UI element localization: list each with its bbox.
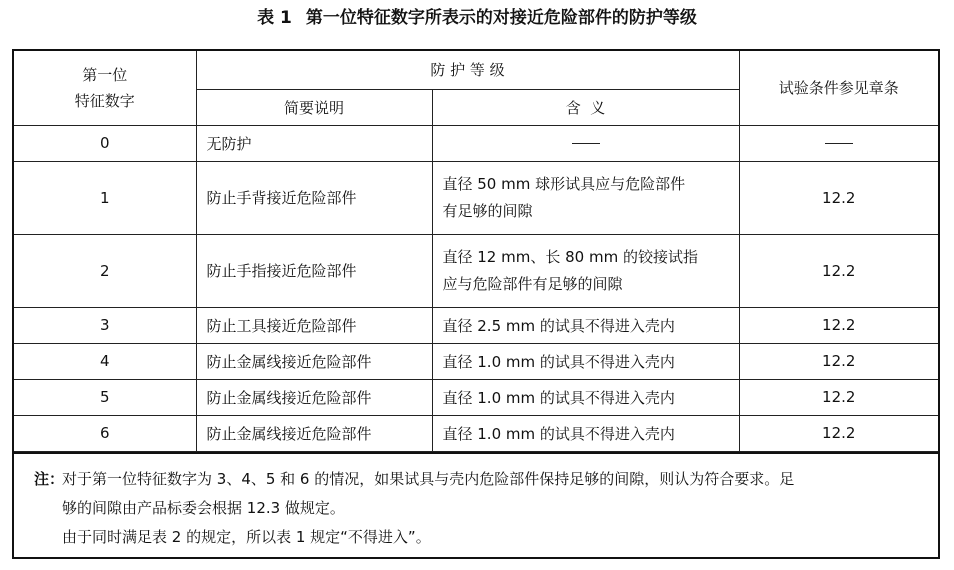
clause-cell: 12.2 xyxy=(739,234,938,307)
clause-cell: 12.2 xyxy=(739,379,938,415)
header-brief: 简要说明 xyxy=(196,89,432,125)
meaning-cell xyxy=(432,161,739,234)
protection-table-frame xyxy=(12,49,940,559)
brief-cell: 防止手指接近危险部件 xyxy=(196,234,432,307)
digit-cell: 5 xyxy=(14,379,196,415)
table-row xyxy=(14,234,938,307)
header-meaning: 含 义 xyxy=(432,89,739,125)
clause-cell: 12.2 xyxy=(739,343,938,379)
digit-cell: 1 xyxy=(14,161,196,234)
table-row xyxy=(14,415,938,451)
note-line: 对于第一位特征数字为 3、4、5 和 6 的情况，如果试具与壳内危险部件保持足够的间隙，则认为符合要求。足 xyxy=(62,469,795,488)
meaning-cell: 直径 1.0 mm 的试具不得进入壳内 xyxy=(432,415,739,451)
meaning-line: 有足够的间隙 xyxy=(442,201,533,220)
digit-cell: 4 xyxy=(14,343,196,379)
note-label: 注： xyxy=(34,469,65,488)
clause-cell: 12.2 xyxy=(739,307,938,343)
clause-cell: 12.2 xyxy=(739,161,938,234)
table-row xyxy=(14,343,938,379)
clause-cell xyxy=(739,125,938,161)
digit-cell: 2 xyxy=(14,234,196,307)
header-protection-level: 防 护 等 级 xyxy=(196,51,739,89)
brief-cell: 防止金属线接近危险部件 xyxy=(196,415,432,451)
clause-cell: 12.2 xyxy=(739,415,938,451)
table-note xyxy=(14,452,938,560)
note-line: 由于同时满足表 2 的规定，所以表 1 规定“不得进入”。 xyxy=(62,527,431,546)
protection-table xyxy=(14,51,938,452)
table-row xyxy=(14,161,938,234)
table-row xyxy=(14,379,938,415)
digit-cell: 0 xyxy=(14,125,196,161)
table-row xyxy=(14,307,938,343)
table-caption: 第一位特征数字所表示的对接近危险部件的防护等级 xyxy=(305,8,697,28)
dash-mark xyxy=(572,143,600,144)
digit-cell: 3 xyxy=(14,307,196,343)
brief-cell: 防止手背接近危险部件 xyxy=(196,161,432,234)
brief-cell: 防止金属线接近危险部件 xyxy=(196,343,432,379)
meaning-cell xyxy=(432,234,739,307)
brief-cell: 无防护 xyxy=(196,125,432,161)
header-first-digit-line2: 特征数字 xyxy=(74,91,135,110)
meaning-line: 直径 12 mm、长 80 mm 的铰接试指 xyxy=(442,247,698,266)
meaning-line: 直径 50 mm 球形试具应与危险部件 xyxy=(442,174,686,193)
note-line: 够的间隙由产品标委会根据 12.3 做规定。 xyxy=(62,498,345,517)
table-number: 表 1 xyxy=(257,8,292,28)
digit-cell: 6 xyxy=(14,415,196,451)
table-row xyxy=(14,125,938,161)
table-title xyxy=(0,6,954,30)
header-first-digit xyxy=(14,51,196,125)
meaning-cell: 直径 1.0 mm 的试具不得进入壳内 xyxy=(432,379,739,415)
dash-mark xyxy=(825,143,853,144)
brief-cell: 防止金属线接近危险部件 xyxy=(196,379,432,415)
meaning-line: 应与危险部件有足够的间隙 xyxy=(442,274,623,293)
header-test-clause: 试验条件参见章条 xyxy=(739,51,938,125)
header-first-digit-line1: 第一位 xyxy=(82,65,128,84)
meaning-cell: 直径 1.0 mm 的试具不得进入壳内 xyxy=(432,343,739,379)
header-row-1 xyxy=(14,51,938,89)
meaning-cell xyxy=(432,125,739,161)
brief-cell: 防止工具接近危险部件 xyxy=(196,307,432,343)
meaning-cell: 直径 2.5 mm 的试具不得进入壳内 xyxy=(432,307,739,343)
